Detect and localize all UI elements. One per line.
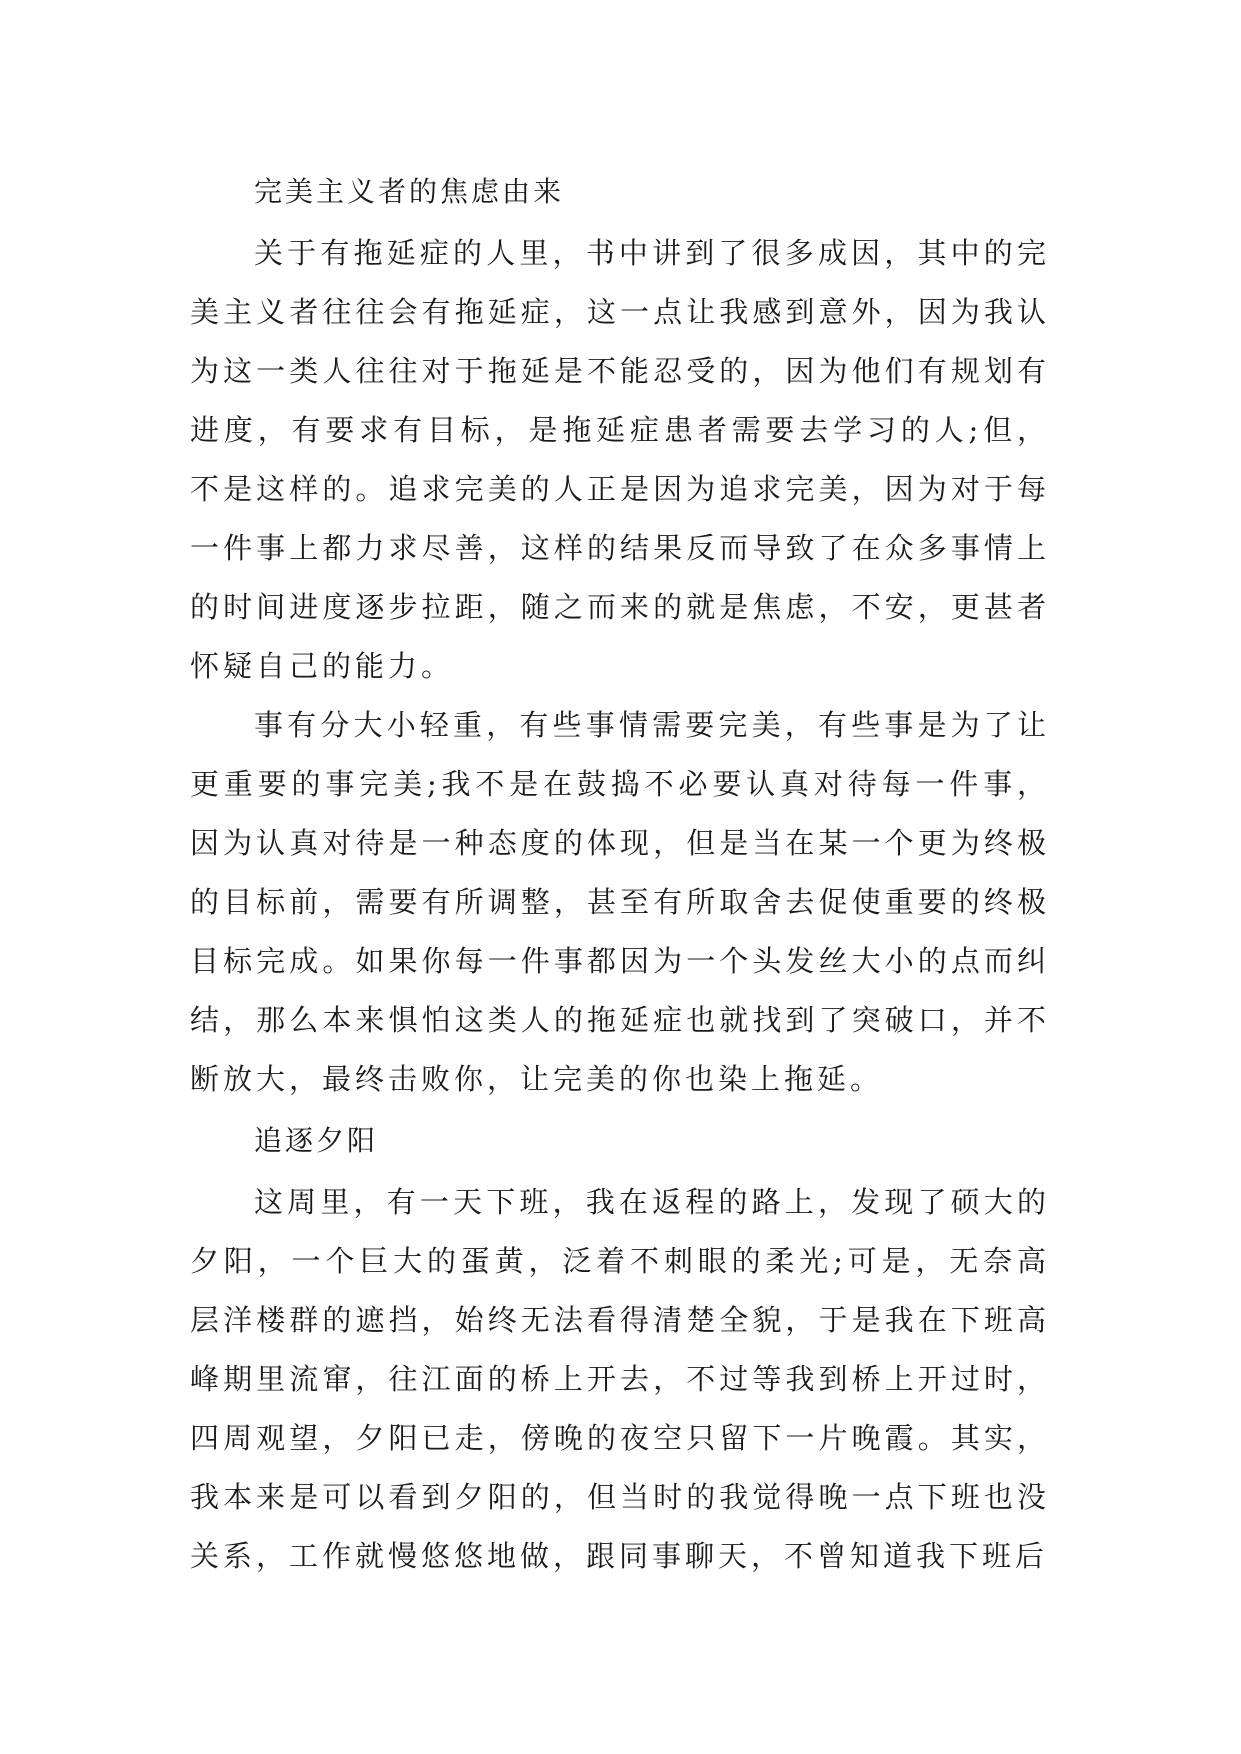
section-heading-chasing-sunset: 追逐夕阳 (254, 1124, 379, 1157)
document-body (190, 160, 1050, 1586)
paragraph-perfectionist-procrastination: 关于有拖延症的人里，书中讲到了很多成因，其中的完美主义者往往会有拖延症，这一点让我感到意外，因为我认为这一类人往往对于拖延是不能忍受的，因为他们有规划有进度，有要求有目标，是拖延症患者需要去学习的人;但，不是这样的。追求完美的人正是因为追求完美，因为对于每一件事上都力求尽善，这样的结果反而导致了在众多事情上的时间进度逐步拉距，随之而来的就是焦虑，不安，更甚者怀疑自己的能力。 (190, 236, 1050, 683)
paragraph-priorities: 事有分大小轻重，有些事情需要完美，有些事是为了让更重要的事完美;我不是在鼓捣不必要认真对待每一件事，因为认真对待是一种态度的体现，但是当在某一个更为终极的目标前，需要有所调整，甚至有所取舍去促使重要的终极目标完成。如果你每一件事都因为一个头发丝大小的点而纠结，那么本来惧怕这类人的拖延症也就找到了突破口，并不断放大，最终击败你，让完美的你也染上拖延。 (190, 708, 1050, 1096)
paragraph-sunset-story: 这周里，有一天下班，我在返程的路上，发现了硕大的夕阳，一个巨大的蛋黄，泛着不刺眼的柔光;可是，无奈高层洋楼群的遮挡，始终无法看得清楚全貌，于是我在下班高峰期里流窜，往江面的桥上开去，不过等我到桥上开过时，四周观望，夕阳已走，傍晚的夜空只留下一片晚霞。其实，我本来是可以看到夕阳的，但当时的我觉得晚一点下班也没关系，工作就慢悠悠地做，跟同事聊天，不曾知道我下班后 (190, 1185, 1050, 1573)
section-heading-perfectionist-anxiety: 完美主义者的焦虑由来 (254, 175, 565, 208)
